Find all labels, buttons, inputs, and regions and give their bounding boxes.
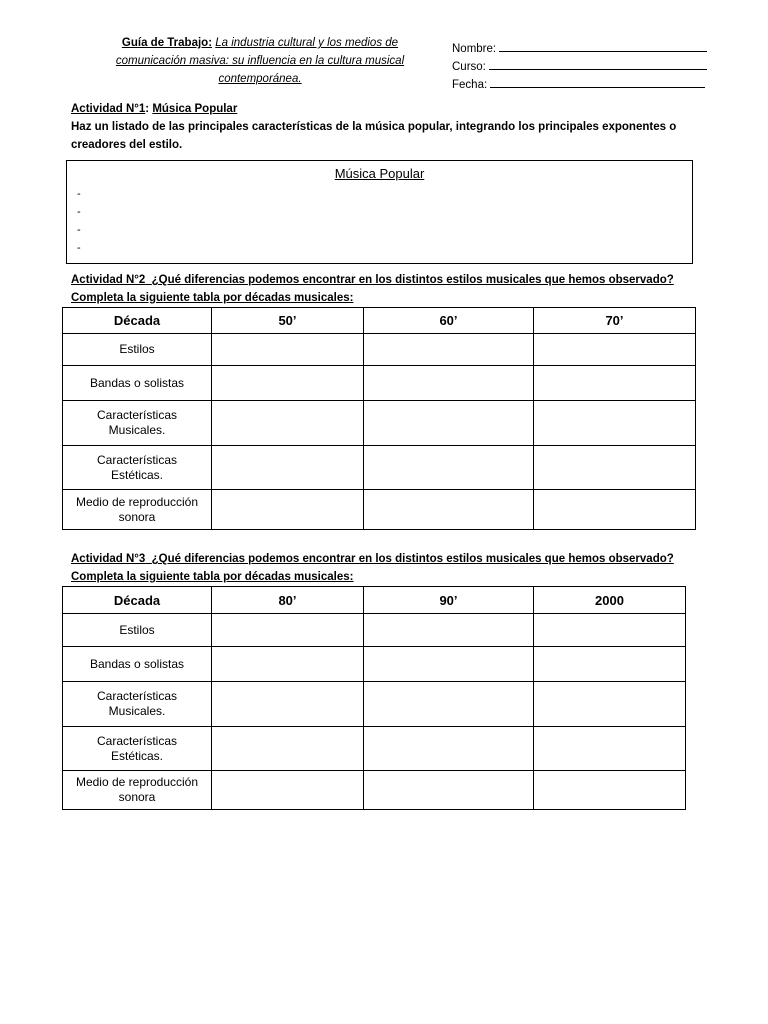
guide-label: Guía de Trabajo:	[121, 37, 213, 49]
table-row	[63, 490, 696, 530]
table-cell[interactable]	[534, 771, 686, 810]
table-header-col: 70’	[534, 308, 696, 334]
activity1-separator: :	[145, 103, 150, 115]
table-cell[interactable]	[534, 366, 696, 401]
table-cell[interactable]	[534, 401, 696, 446]
table-cell[interactable]	[212, 727, 364, 771]
table-cell[interactable]	[212, 771, 364, 810]
table-cell[interactable]	[212, 682, 364, 727]
table-cell[interactable]	[534, 490, 696, 530]
table-cell[interactable]	[212, 490, 364, 530]
activity1-instruction: Haz un listado de las principales características de la música popular, integrando los principales exponentes o creadores del estilo.	[71, 121, 677, 151]
table-cell[interactable]	[534, 334, 696, 366]
table-cell[interactable]	[534, 614, 686, 647]
row-label: Características Musicales.	[63, 401, 212, 446]
activity3-heading	[71, 550, 701, 586]
activity3-label: Actividad N°3	[71, 553, 146, 565]
nombre-label: Nombre:	[452, 43, 497, 55]
decades-table-1	[62, 307, 696, 530]
table-cell[interactable]	[212, 366, 364, 401]
table-cell[interactable]	[364, 614, 534, 647]
decades-table-2	[62, 586, 686, 810]
guide-title	[100, 34, 420, 88]
table-cell[interactable]	[364, 334, 534, 366]
nombre-line[interactable]	[499, 41, 707, 52]
table-header-col: 80’	[212, 587, 364, 614]
activity1-label: Actividad N°1	[71, 103, 146, 115]
table-cell[interactable]	[212, 401, 364, 446]
table-header-col: 2000	[534, 587, 686, 614]
row-label: Características Estéticas.	[63, 727, 212, 771]
table-cell[interactable]	[534, 647, 686, 682]
bullet-list	[77, 185, 81, 257]
table-header-decada: Década	[63, 587, 212, 614]
table-header-decada: Década	[63, 308, 212, 334]
row-label: Bandas o solistas	[63, 366, 212, 401]
list-item: -	[77, 242, 81, 254]
table-cell[interactable]	[534, 446, 696, 490]
table-row	[63, 366, 696, 401]
table-cell[interactable]	[212, 614, 364, 647]
list-item: -	[77, 206, 81, 218]
activity2-question: ¿Qué diferencias podemos encontrar en los distintos estilos musicales que hemos observado? Completa la siguiente tabla por décadas musicales:	[71, 274, 674, 304]
row-label: Bandas o solistas	[63, 647, 212, 682]
row-label: Estilos	[63, 334, 212, 366]
row-label: Características Musicales.	[63, 682, 212, 727]
table-cell[interactable]	[534, 682, 686, 727]
table-cell[interactable]	[364, 401, 534, 446]
table-cell[interactable]	[364, 647, 534, 682]
fecha-label: Fecha:	[452, 79, 488, 91]
table-cell[interactable]	[212, 446, 364, 490]
popular-music-box-title: Música Popular	[334, 166, 425, 181]
popular-music-box[interactable]	[66, 160, 693, 264]
activity3-question: ¿Qué diferencias podemos encontrar en los distintos estilos musicales que hemos observado? Completa la siguiente tabla por décadas musicales:	[71, 553, 674, 583]
list-item: -	[77, 224, 81, 236]
table-row	[63, 614, 686, 647]
table-cell[interactable]	[364, 682, 534, 727]
row-label: Estilos	[63, 614, 212, 647]
table-cell[interactable]	[364, 446, 534, 490]
table-cell[interactable]	[364, 771, 534, 810]
table-header-col: 50’	[212, 308, 364, 334]
curso-line[interactable]	[489, 59, 707, 70]
table-header-col: 60’	[364, 308, 534, 334]
table-cell[interactable]	[364, 366, 534, 401]
table-row	[63, 727, 686, 771]
row-label: Características Estéticas.	[63, 446, 212, 490]
table-row	[63, 334, 696, 366]
fecha-line[interactable]	[490, 77, 705, 88]
list-item: -	[77, 188, 81, 200]
row-label: Medio de reproducción sonora	[63, 490, 212, 530]
table-cell[interactable]	[364, 490, 534, 530]
table-cell[interactable]	[534, 727, 686, 771]
table-cell[interactable]	[364, 727, 534, 771]
activity2-label: Actividad N°2	[71, 274, 146, 286]
table-row	[63, 401, 696, 446]
fecha-field[interactable]	[452, 77, 705, 92]
table-row	[63, 647, 686, 682]
guide-title-text: La industria cultural y los medios de comunicación masiva: su influencia en la cultura musical contemporánea.	[115, 37, 405, 85]
table-cell[interactable]	[212, 334, 364, 366]
curso-label: Curso:	[452, 61, 486, 73]
curso-field[interactable]	[452, 59, 707, 74]
table-header-col: 90’	[364, 587, 534, 614]
row-label: Medio de reproducción sonora	[63, 771, 212, 810]
activity2-heading	[71, 271, 701, 307]
table-row	[63, 682, 686, 727]
table-row	[63, 446, 696, 490]
table-cell[interactable]	[212, 647, 364, 682]
nombre-field[interactable]	[452, 41, 707, 56]
activity1-subtitle: Música Popular	[152, 103, 238, 115]
table-row	[63, 771, 686, 810]
activity1-heading	[71, 100, 237, 118]
